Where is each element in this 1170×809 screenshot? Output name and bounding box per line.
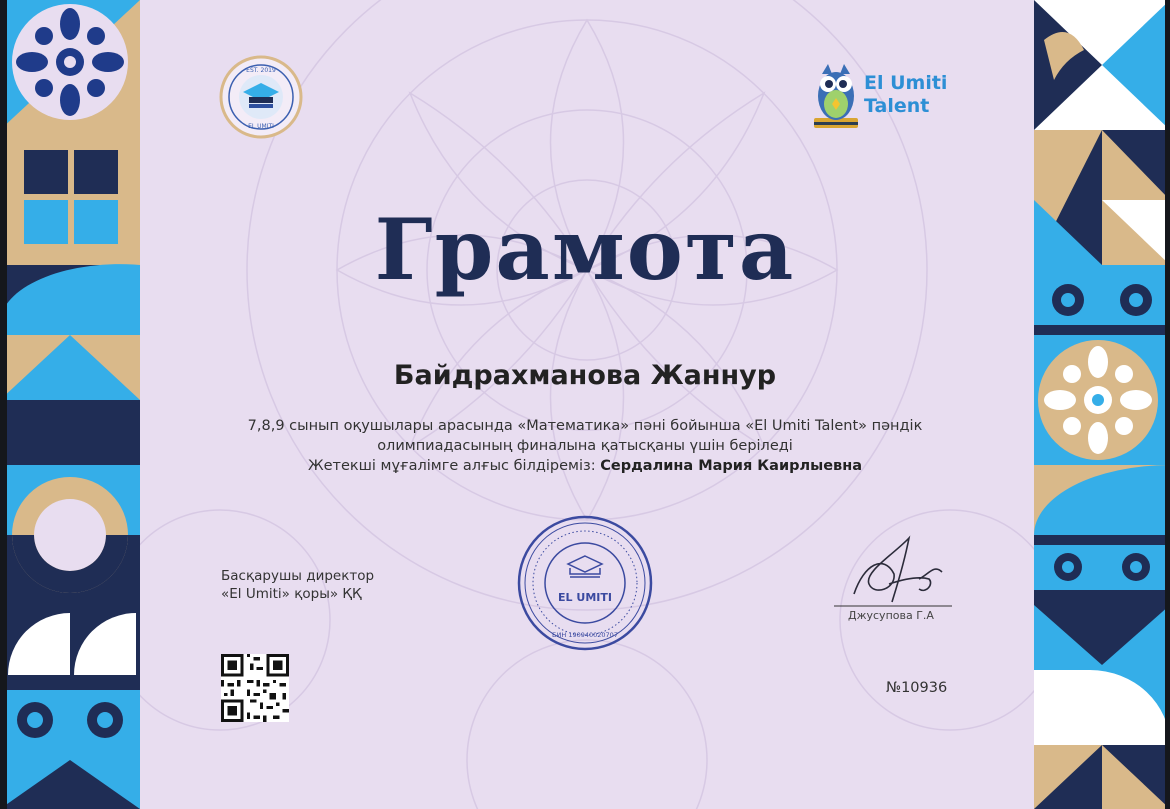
certificate-title: Грамота xyxy=(374,200,796,299)
director-organization: «El Umiti» қоры» ҚҚ xyxy=(221,586,362,602)
recipient-name: Байдрахманова Жаннур xyxy=(393,360,777,391)
director-block xyxy=(221,567,374,603)
certificate-number: №10936 xyxy=(886,680,948,696)
talent-brand-text xyxy=(864,72,947,118)
award-description xyxy=(0,416,1170,476)
qr-code[interactable] xyxy=(221,654,289,722)
signatory-name: Джусупова Г.А xyxy=(848,609,934,622)
official-stamp xyxy=(516,514,654,652)
description-line-2: олимпиадасының финалына қатысқаны үшін беріледі xyxy=(377,438,793,454)
teacher-prefix: Жетекші мұғалімге алғыс білдіреміз: xyxy=(307,458,601,474)
stamp-bin-text: БИН 190940020707 xyxy=(552,631,618,639)
description-line-1: 7,8,9 сынып оқушылары арасында «Математика» пәні бойынша «El Umiti Talent» пәндік xyxy=(247,418,923,434)
left-ornament-border xyxy=(0,0,140,809)
el-umiti-foundation-logo xyxy=(219,55,303,139)
right-ornament-pattern xyxy=(1034,0,1170,809)
right-ornament-border xyxy=(1034,0,1170,809)
brand-line2: Talent xyxy=(864,95,930,117)
stamp-center-text: EL UMITI xyxy=(558,591,612,604)
director-title: Басқарушы директор xyxy=(221,568,375,584)
brand-line1: El Umiti xyxy=(864,72,948,94)
logo-est-text: EST. 2019 xyxy=(246,67,276,74)
teacher-thanks-line xyxy=(0,456,1170,476)
logo-name-text: EL UMITI xyxy=(248,123,274,130)
teacher-name: Сердалина Мария Каирлыевна xyxy=(600,458,863,474)
left-ornament-pattern xyxy=(0,0,140,809)
signature-scribble xyxy=(834,534,954,614)
